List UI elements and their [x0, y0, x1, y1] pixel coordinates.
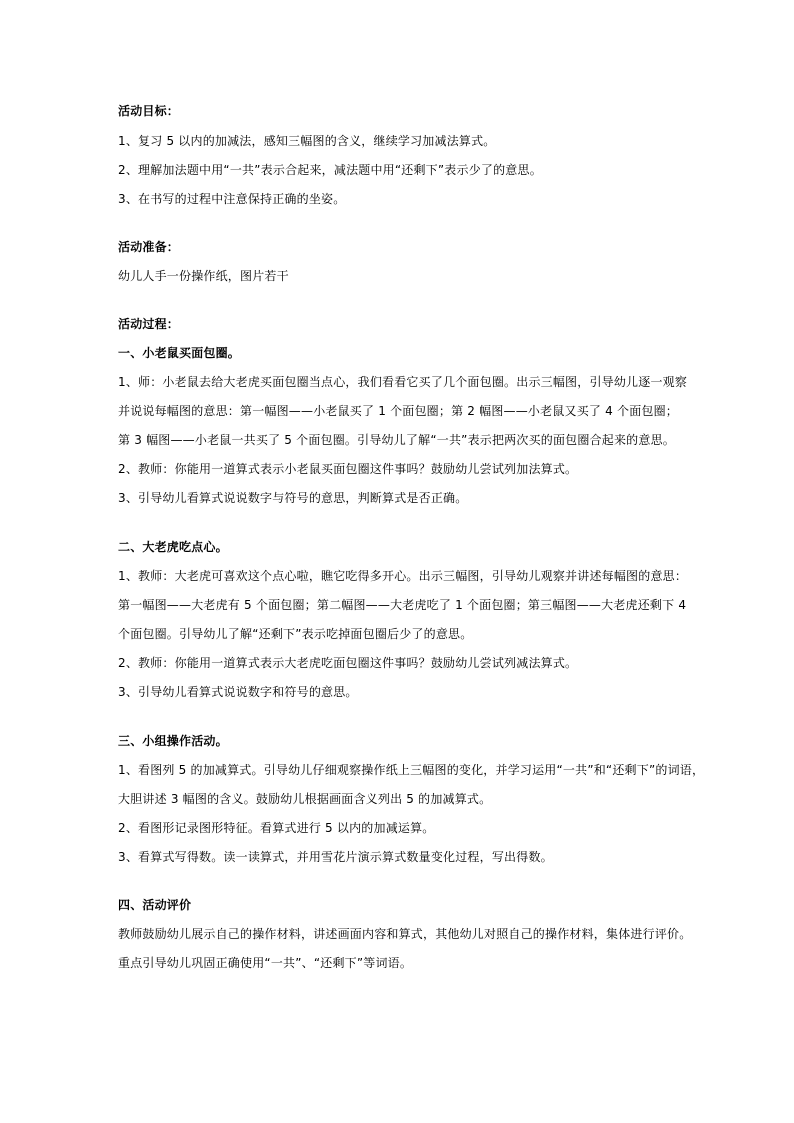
goal-item-2: 2、理解加法题中用“一共”表示合起来，减法题中用“还剩下”表示少了的意思。	[118, 163, 542, 177]
section1-line-4: 2、教师：你能用一道算式表示小老鼠买面包圈这件事吗？鼓励幼儿尝试列加法算式。	[118, 462, 578, 476]
section2-heading: 二、大老虎吃点心。	[118, 540, 228, 554]
section2-line-2: 第一幅图——大老虎有 5 个面包圈；第二幅图——大老虎吃了 1 个面包圈；第三幅图——大老虎还剩下 4	[118, 598, 687, 612]
section3-line-4: 3、看算式写得数。读一读算式，并用雪花片演示算式数量变化过程，写出得数。	[118, 850, 553, 864]
section4-heading: 四、活动评价	[118, 898, 192, 912]
section3-line-2: 大胆讲述 3 幅图的含义。鼓励幼儿根据画面含义列出 5 的加减算式。	[118, 792, 492, 806]
goal-item-3: 3、在书写的过程中注意保持正确的坐姿。	[118, 192, 346, 206]
section1-line-2: 并说说每幅图的意思：第一幅图——小老鼠买了 1 个面包圈；第 2 幅图——小老鼠又买了 4 个面包圈；	[118, 404, 678, 418]
goal-item-1: 1、复习 5 以内的加减法，感知三幅图的含义，继续学习加减法算式。	[118, 134, 496, 148]
section3-heading: 三、小组操作活动。	[118, 734, 228, 748]
goals-heading: 活动目标：	[118, 104, 180, 118]
section2-line-5: 3、引导幼儿看算式说说数字和符号的意思。	[118, 685, 358, 699]
section1-line-3: 第 3 幅图——小老鼠一共买了 5 个面包圈。引导幼儿了解“一共”表示把两次买的面包圈合起来的意思。	[118, 433, 675, 447]
prep-heading: 活动准备：	[118, 240, 180, 254]
section1-heading: 一、小老鼠买面包圈。	[118, 346, 241, 360]
section4-line-2: 重点引导幼儿巩固正确使用“一共”、“还剩下”等词语。	[118, 956, 413, 970]
section4-line-1: 教师鼓励幼儿展示自己的操作材料，讲述画面内容和算式，其他幼儿对照自己的操作材料，集体进行评价。	[118, 927, 692, 941]
section1-line-5: 3、引导幼儿看算式说说数字与符号的意思，判断算式是否正确。	[118, 491, 468, 505]
section3-line-1: 1、看图列 5 的加减算式。引导幼儿仔细观察操作纸上三幅图的变化，并学习运用“一共”和“还剩下”的词语，	[118, 763, 705, 777]
process-heading: 活动过程：	[118, 317, 180, 331]
prep-text: 幼儿人手一份操作纸，图片若干	[118, 269, 289, 283]
section1-line-1: 1、师：小老鼠去给大老虎买面包圈当点心，我们看看它买了几个面包圈。出示三幅图，引导幼儿逐一观察	[118, 375, 688, 389]
section2-line-4: 2、教师：你能用一道算式表示大老虎吃面包圈这件事吗？鼓励幼儿尝试列减法算式。	[118, 656, 578, 670]
section2-line-3: 个面包圈。引导幼儿了解“还剩下”表示吃掉面包圈后少了的意思。	[118, 627, 473, 641]
section2-line-1: 1、教师：大老虎可喜欢这个点心啦，瞧它吃得多开心。出示三幅图，引导幼儿观察并讲述每幅图的意思：	[118, 569, 688, 583]
section3-line-3: 2、看图形记录图形特征。看算式进行 5 以内的加减运算。	[118, 821, 435, 835]
